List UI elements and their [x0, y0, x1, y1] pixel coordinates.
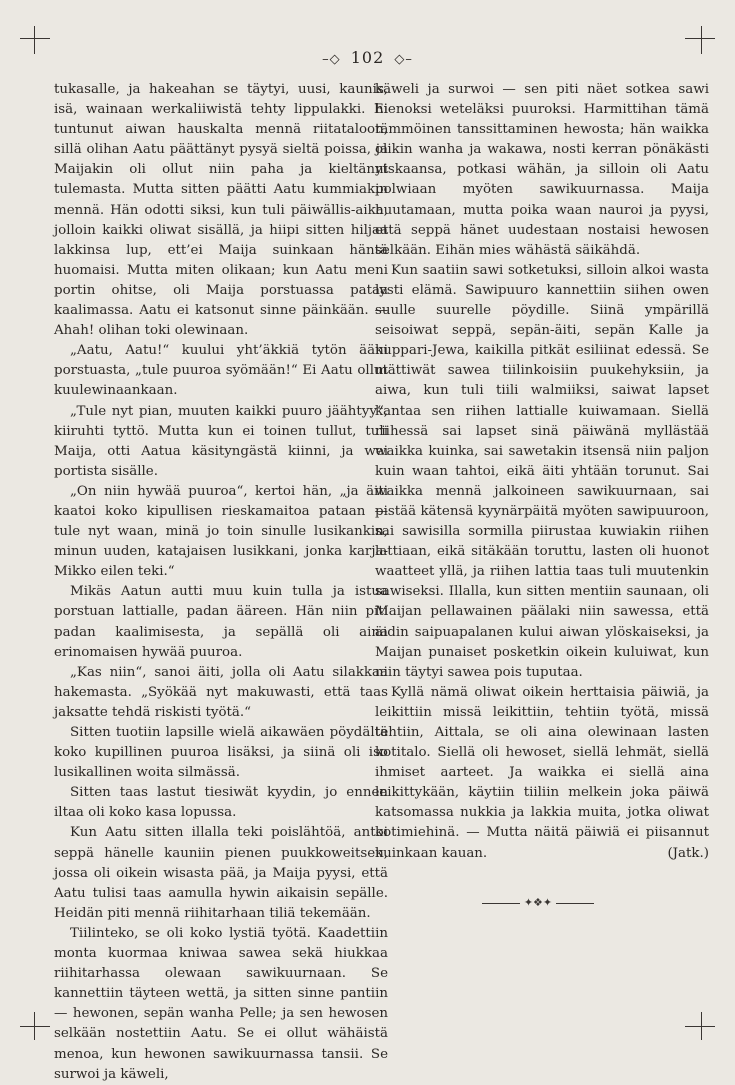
header-ornament-left: –◇ [322, 52, 341, 67]
right-column [375, 80, 709, 864]
paragraph: „Tule nyt pian, muuten kaikki puuro jäähtyy“, kiiruhti tyttö. Mutta kun ei toinen tullut, tuli Maija, otti Aatua käsityngästä kiinni, ja wei portista sisälle. [54, 403, 388, 479]
paragraph: Sitten tuotiin lapsille wielä aikawäen pöydältä koko kupillinen puuroa lisäksi, ja siinä oli iso lusikallinen woita silmässä. [54, 725, 388, 781]
paragraph: Kun Aatu sitten illalla teki poislähtöä, antoi seppä hänelle kauniin pienen puukkoweitsen, jossa oli oikein wisasta pää, ja Maija pyysi, että Aatu tulisi taas aamulla hywin aikaisin sepälle. Heidän piti mennä riihitarhaan tiliä tekemään. [54, 825, 388, 921]
paragraph: Tiilinteko, se oli koko lystiä työtä. Kaadettiin monta kuormaa kniwaa sawea sekä hiukkaa riihitarhassa olewaan sawikuurnaan. Se kannettiin täyteen wettä, ja sitten sinne pantiin — hewonen, sepän wanha Pelle; ja sen hewosen selkään nostettiin Aatu. Se ei ollut wähäistä menoa, kun hewonen sawikuurnassa tansii. Se surwoi ja käweli, [54, 925, 388, 1082]
paragraph: käweli ja surwoi — sen piti näet sotkea sawi hienoksi weteläksi puuroksi. Harmittihan tämä tämmöinen tanssittaminen hewosta; hän waikka olikin wanha ja wakawa, nosti kerran pönäkästi niskaansa, potkasi wähän, ja silloin oli Aatu polwiaan myöten sawikuurnassa. Maija huutamaan, mutta poika waan nauroi ja pyysi, että seppä hänet uudestaan nostaisi hewosen selkään. Eihän mies wähästä säikähdä. [375, 82, 709, 258]
header-ornament-right: ◇– [394, 52, 413, 67]
paragraph: tukasalle, ja hakeahan se täytyi, uusi, kaunis, isä, wainaan werkaliiwistä tehty lippulakki. Ei tuntunut aiwan hauskalta mennä riitataloon, sillä olihan Aatu päättänyt pysyä sieltä poissa, ja Maijakin oli ollut niin paha ja kieltänyt tulemasta. Mutta sitten päätti Aatu kummiakin mennä. Hän odotti siksi, kun tuli päiwällis-aika, jolloin kaikki oliwat sisällä, ja hiipi sitten hiljaa lakkinsa lup, ett’ei Maija suinkaan häntä huomaisi. Mutta miten olikaan; kun Aatu meni portin ohitse, oli Maija porstuassa pataa kaalimassa. Aatu ei katsonut sinne päinkään. — Ahah! olihan toki olewinaan. [54, 82, 388, 339]
page-header [0, 48, 735, 67]
paragraph [375, 683, 709, 864]
page-number: 102 [350, 48, 385, 67]
divider-ornament: ✦❖✦ [523, 896, 553, 909]
section-divider [478, 896, 598, 909]
continuation-note: (Jatk.) [667, 845, 709, 861]
paragraph: Sitten taas lastut tiesiwät kyydin, jo ennen iltaa oli koko kasa lopussa. [54, 785, 388, 821]
paragraph: Mikäs Aatun autti muu kuin tulla ja istua porstuan lattialle, padan ääreen. Hän niin piti padan kaalimisesta, ja sepällä oli aina erinomaisen hywää puuroa. [54, 584, 388, 660]
paragraph: „On niin hywää puuroa“, kertoi hän, „ja äiti kaatoi koko kipullisen rieskamaitoa pataan — tule nyt waan, minä jo toin sinulle lusikankin, minun uuden, katajaisen lusikkani, jonka karja-Mikko eilen teki.“ [54, 483, 388, 580]
paragraph: „Aatu, Aatu!“ kuului yht’äkkiä tytön ääni porstuasta, „tule puuroa syömään!“ Ei Aatu ollut kuulewinaankaan. [54, 343, 388, 399]
divider-line-left [482, 903, 520, 904]
divider-line-right [556, 903, 594, 904]
paragraph-text: Kyllä nämä oliwat oikein herttaisia päiwiä, ja leikittiin missä leikittiin, tehtiin työtä, missä tehtiin, Aittala, se oli aina olewinaan lasten kotitalo. Siellä oli hewoset, siellä lehmät, siellä ihmiset aarteet. Ja waikka ei siellä aina leikittykään, käytiin tiiliin melkein joka päiwä katsomassa nukkia ja lakkia muita, jotka oliwat kotimiehinä. — Mutta näitä päiwiä ei piisannut kuinkaan kauan. [375, 684, 709, 861]
paragraph: „Kas niin“, sanoi äiti, jolla oli Aatu silakkaa hakemasta. „Syökää nyt makuwasti, että taas jaksatte tehdä riskisti työtä.“ [54, 664, 388, 720]
left-column [54, 80, 388, 1085]
paragraph: Kun saatiin sawi sotketuksi, silloin alkoi wasta lysti elämä. Sawipuuro kannettiin siihen owen suulle suurelle pöydille. Siinä ympärillä seisoiwat seppä, sepän-äiti, sepän Kalle ja kuppari-Jewa, kaikilla pitkät esiliinat edessä. Se mättiwät sawea tiilinkoisiin puukehyksiin, ja aiwa, kun tuli tiili walmiiksi, saiwat lapset kantaa sen riihen lattialle kuiwamaan. Siellä riihessä sai lapset sinä päiwänä myllästää waikka kuinka, sai sawetakin itsensä niin paljon kuin waan tahtoi, eikä äiti yhtään torunut. Sai waikka mennä jalkoineen sawikuurnaan, sai pistää kätensä kyynärpäitä myöten sawipuuroon, sai sawisilla sormilla piirustaa kuwiakin riihen lattiaan, eikä sitäkään toruttu, lasten oli huonot waatteet yllä, ja riihen lattia taas tuli muutenkin sawiseksi. Illalla, kun sitten mentiin saunaan, oli Maijan pellawainen päälaki niin sawessa, että äidin saipuapalanen kului aiwan ylöskaiseksi, ja Maijan punaiset posketkin oikein kuluiwat, kun niin täytyi sawea pois tuputaa. [375, 262, 709, 680]
